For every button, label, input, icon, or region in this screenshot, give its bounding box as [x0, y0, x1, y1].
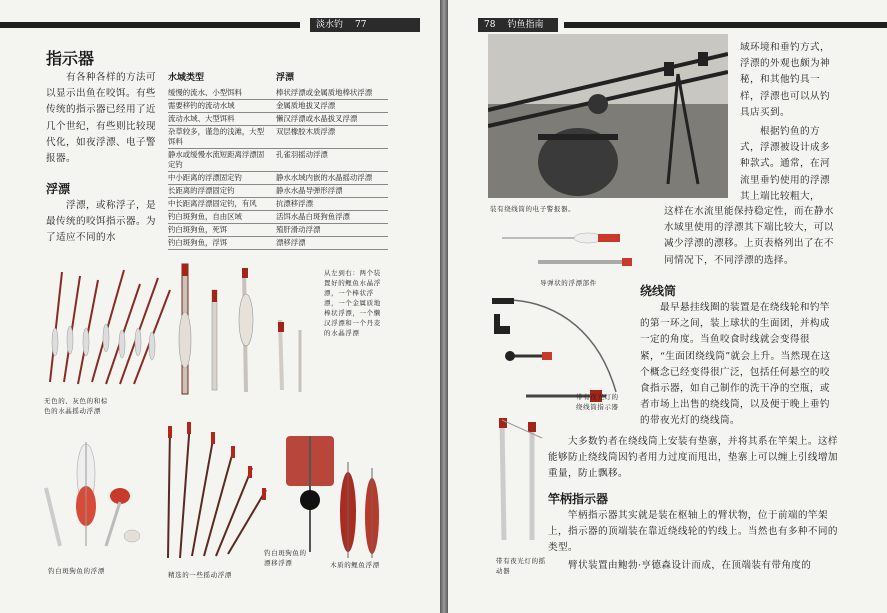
float-subtitle: 浮漂 — [46, 182, 71, 196]
right-header-label: 钓鱼指南 — [507, 20, 544, 30]
drifting-floats-image — [284, 432, 384, 562]
table-row: 杂草较多，谨急的浅滩，大型饵料 双层橡胶木质浮漂 — [168, 126, 388, 149]
left-header — [310, 18, 420, 32]
caption-pike-floats: 钓白斑狗鱼的浮漂 — [48, 567, 105, 575]
table-row: 钓白斑狗鱼，自由区域 活饵水晶白斑狗鱼浮漂 — [168, 211, 388, 224]
wide-paragraph: 这样在水流里能保持稳定性，而在静水水域里使用的浮漂其下端比较大，可以减少浮漂的漂移。上页表格列出了在不同情况下，不同浮漂的选择。 — [664, 206, 834, 266]
right-header-page: 78 — [484, 20, 496, 30]
butt-indicator-title: 竿柄指示器 — [548, 492, 609, 506]
table-row: 钓白斑狗鱼，浮饵 漂移浮漂 — [168, 237, 388, 250]
right-page — [448, 0, 887, 613]
caption-side: 从左到右：两个装置好的鲤鱼水晶浮漂，一个棒状浮漂，一个金属质地棒状浮漂，一个懒汉浮漂和一个丹麦的水晶浮漂 — [324, 269, 381, 337]
bobbin-title: 绕线筒 — [640, 284, 677, 298]
butt-indicator-paragraph: 竿柄指示器其实就是装在枢轴上的臂状物，位于前端的竿架上，指示器的顶端装在靠近绕线轮的钓线上。当然也有多种不同的类型。 — [548, 510, 838, 554]
bobbin-paragraph: 最早悬挂线圈的装置是在绕线轮和钓竿的第一环之间，装上球状的生面团，并构成一定的角度。当鱼咬食时线就会变得很紧，“生面团绕线筒”就会上升。当然现在这个概念已经变得很广泛，包括任何悬空的咬食指示器，如自己制作的洗干净的空瓶，或者市场上出售的绕线筒，以及便于晚上垂钓的带夜光灯的绕线筒。 — [640, 302, 831, 427]
butt-indicator-paragraph-2: 臂状装置由鲍勃·亨德森设计而成，在顶端装有带角度的 — [568, 560, 812, 571]
caption-alarm: 装有绕线筒的电子警报器。 — [490, 205, 576, 213]
pike-floats-image — [36, 436, 146, 554]
caption-swinger: 带有夜光灯的摇动器 — [496, 557, 546, 575]
float-table — [168, 70, 388, 250]
waggler-floats-image — [160, 418, 272, 564]
book-gutter — [440, 0, 448, 613]
column-paragraph-2: 根据钓鱼的方式，浮漂被设计成多种款式。通常，在河流里垂钓使用的浮漂其上端比较粗大， — [740, 126, 830, 202]
caption-crystal-floats: 无色的、灰色的和棕色的水晶摇动浮漂 — [44, 397, 108, 415]
bobbin-paragraph-2: 大多数钓者在绕线筒上安装有垫寨，并将其系在竿架上。这样能够防止绕线筒因钓者用力过度而甩出，垫寨上可以缠上引线增加重量，防止飘移。 — [548, 436, 838, 480]
caption-bobbin: 带有夜光灯的绕线筒指示器 — [576, 393, 619, 411]
missile-float-parts-image — [498, 226, 638, 276]
table-row: 需要移钓的流动水域 金属质地拔叉浮漂 — [168, 100, 388, 113]
float-paragraph: 浮漂，或称浮子，是最传统的咬饵指示器。为了适应不同的水 — [46, 200, 156, 244]
table-row: 缓慢的流水、小型饵料 棒状浮漂或金属质地棒状浮漂 — [168, 87, 388, 100]
caption-wagglers: 精选的一些摇动浮漂 — [168, 571, 232, 579]
intro-paragraph: 有各种各样的方法可以显示出鱼在咬饵。有些传统的指示器已经用了近几个世纪，有些则比较现代化，如夜浮漂、电子警报器。 — [46, 72, 156, 165]
table-row: 静水或缓慢水流短距离浮漂固定钓 孔雀羽摇动浮漂 — [168, 149, 388, 172]
table-row: 长距离的浮漂固定钓 静水水晶导弹形浮漂 — [168, 185, 388, 198]
header-rule — [0, 22, 300, 28]
crystal-floats-image — [40, 262, 180, 392]
table-header-float: 浮漂 — [276, 73, 295, 83]
caption-drifting-floats: 钓白斑狗鱼的漂移浮漂 — [264, 549, 307, 567]
caption-missile-parts: 导弹状的浮漂部件 — [540, 279, 597, 287]
caption-wooden-floats: 木质的鲤鱼浮漂 — [330, 561, 380, 569]
left-header-page: 77 — [355, 20, 367, 30]
header-rule-right — [564, 22, 887, 28]
left-page — [0, 0, 440, 613]
assorted-floats-image — [176, 260, 316, 400]
right-header — [478, 18, 558, 32]
left-header-label: 淡水钓 — [316, 20, 344, 30]
table-row: 钓白斑狗鱼，死饵 殖肝滑动浮漂 — [168, 224, 388, 237]
page-title: 指示器 — [46, 49, 95, 68]
electronic-alarm-photo — [488, 34, 728, 198]
table-row: 中长距离浮漂固定钓，有风 抗漂移浮漂 — [168, 198, 388, 211]
table-row: 流动水域、大型饵料 懒汉浮漂或水晶拔叉浮漂 — [168, 113, 388, 126]
table-row: 中小距离的浮漂固定钓 静水水域内嵌的水晶摇动浮漂 — [168, 172, 388, 185]
column-paragraph: 域环境和垂钓方式，浮漂的外观也颇为神秘，和其他钓具一样，浮漂也可以从钓具店买到。 — [740, 42, 830, 118]
table-header-water: 水域类型 — [168, 73, 205, 83]
